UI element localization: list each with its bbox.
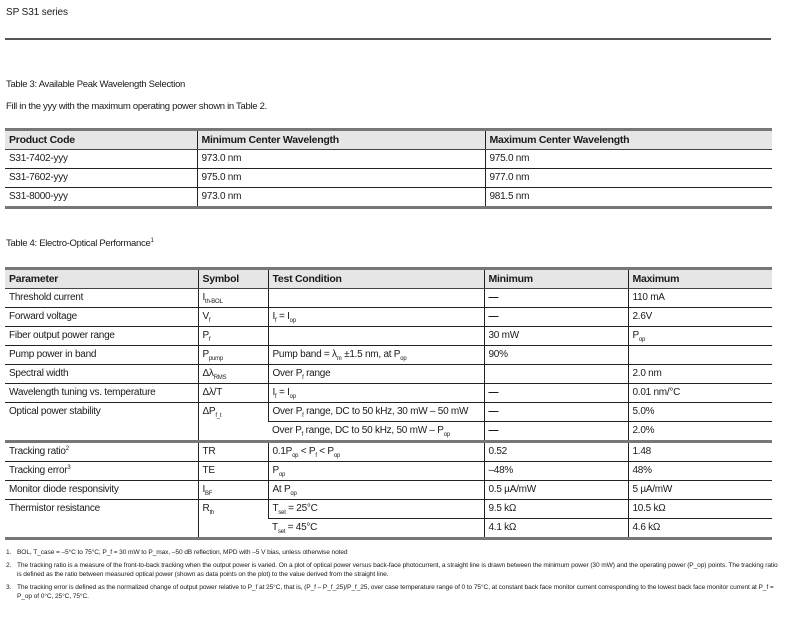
symbol: TR: [198, 442, 268, 462]
test-condition: At $P_{op}$: [268, 481, 484, 500]
parameter: Optical power stability: [5, 403, 198, 442]
min-wavelength: 973.0 nm: [197, 188, 485, 208]
maximum: 48%: [628, 462, 772, 481]
table-row: [5, 169, 772, 188]
table-row: [5, 442, 772, 462]
test-condition: $I_f = I_{op}$: [268, 308, 484, 327]
parameter: Fiber output power range: [5, 327, 198, 346]
parameter: Pump power in band: [5, 346, 198, 365]
column-header: Maximum Center Wavelength: [485, 130, 772, 150]
product-code: S31-8000-yyy: [5, 188, 197, 208]
maximum: $P_{op}$: [628, 327, 772, 346]
symbol: TE: [198, 462, 268, 481]
table-row: [5, 462, 772, 481]
footnote-ref: 1: [150, 238, 154, 244]
table-header-row: [5, 130, 772, 150]
minimum: —: [484, 308, 628, 327]
test-condition: Over $P_f$ range, DC to 50 kHz, 30 mW – 50 mW: [268, 403, 484, 422]
table-row: [5, 308, 772, 327]
series-title: SP S31 series: [6, 7, 68, 18]
table-row: [5, 346, 772, 365]
column-header: Maximum: [628, 269, 772, 289]
footnote-2: 2. The tracking ratio is a measure of the front-to-back tracking when the output power is varied. On a plot of optical power versus back-face photocurrent, a straight line is drawn between the minimum power (30 mW) and the operating power (P_op) points. The tracking ratio is defined as the ratio between measured optical power (shown as data points on the plot) to the value derived from the straight line.: [6, 562, 778, 578]
minimum: 30 mW: [484, 327, 628, 346]
table-row: [5, 384, 772, 403]
parameter: Tracking ratio$^2$: [5, 442, 198, 462]
table-row: [5, 289, 772, 308]
maximum: 2.0 nm: [628, 365, 772, 384]
symbol: $P_{pump}$: [198, 346, 268, 365]
column-header: Product Code: [5, 130, 197, 150]
wavelength-selection-table: [5, 128, 772, 209]
footnote-ref: 2: [65, 446, 69, 452]
test-condition: $T_{set} = 25^\circ C$: [268, 500, 484, 519]
table4-caption: Table 4: Electro-Optical Performance$^1$: [6, 238, 154, 249]
test-condition: $T_{set} = 45^\circ C$: [268, 519, 484, 539]
table3-caption: Table 3: Available Peak Wavelength Selection: [6, 79, 186, 90]
max-wavelength: 975.0 nm: [485, 150, 772, 169]
table-row: [5, 327, 772, 346]
test-condition: [268, 289, 484, 308]
symbol: $\Delta\lambda_{RMS}$: [198, 365, 268, 384]
test-condition: $I_f = I_{op}$: [268, 384, 484, 403]
product-code: S31-7402-yyy: [5, 150, 197, 169]
test-condition: Over $P_f$ range, DC to 50 kHz, 50 mW – $P_{op}$: [268, 422, 484, 442]
column-header: Symbol: [198, 269, 268, 289]
column-header: Test Condition: [268, 269, 484, 289]
footnote-3: 3. The tracking error is defined as the normalized change of output power relative to P_f at 25°C, that is, (P_f – P_f_25)/P_f_25, over case temperature range of 0 to 75°C, at constant back face monitor current corresponding to the lowest back face monitor current at P_f = P_op of 0°C, 25°C, 75°C.: [6, 584, 774, 600]
maximum: 0.01 nm/°C: [628, 384, 772, 403]
table-row: [5, 500, 772, 519]
maximum: 5.0%: [628, 403, 772, 422]
footnote-ref: 3: [67, 465, 71, 471]
test-condition: Over $P_f$ range: [268, 365, 484, 384]
table-row: [5, 365, 772, 384]
symbol: $P_f$: [198, 327, 268, 346]
symbol: $R_{th}$: [198, 500, 268, 539]
test-condition: $P_{op}$: [268, 462, 484, 481]
maximum: 110 mA: [628, 289, 772, 308]
parameter: Tracking error$^3$: [5, 462, 198, 481]
parameter: Threshold current: [5, 289, 198, 308]
product-code: S31-7602-yyy: [5, 169, 197, 188]
symbol: $\Delta P_{f\_t}$: [198, 403, 268, 442]
maximum: 4.6 kΩ: [628, 519, 772, 539]
maximum: 2.6V: [628, 308, 772, 327]
table-header-row: [5, 269, 772, 289]
minimum: —: [484, 384, 628, 403]
minimum: 4.1 kΩ: [484, 519, 628, 539]
minimum: —: [484, 289, 628, 308]
test-condition: Pump band = $\lambda_m \pm 1.5$ nm, at $P_{op}$: [268, 346, 484, 365]
symbol: Δλ/T: [198, 384, 268, 403]
table-row: [5, 188, 772, 208]
table-row: [5, 403, 772, 422]
minimum: 90%: [484, 346, 628, 365]
minimum: 0.52: [484, 442, 628, 462]
minimum: [484, 365, 628, 384]
parameter: Wavelength tuning vs. temperature: [5, 384, 198, 403]
maximum: 2.0%: [628, 422, 772, 442]
footnote-1: 1. BOL, T_case = –5°C to 75°C, P_f = 30 mW to P_max, –50 dB reflection, MPD with –5 V bias, unless otherwise noted: [6, 549, 348, 556]
parameter: Spectral width: [5, 365, 198, 384]
footnotes: [6, 548, 778, 605]
max-wavelength: 981.5 nm: [485, 188, 772, 208]
column-header: Parameter: [5, 269, 198, 289]
symbol: $I_{th-BOL}$: [198, 289, 268, 308]
table-row: [5, 150, 772, 169]
maximum: 5 µA/mW: [628, 481, 772, 500]
table-row: [5, 481, 772, 500]
electro-optical-table: [5, 267, 772, 540]
column-header: Minimum Center Wavelength: [197, 130, 485, 150]
maximum: 1.48: [628, 442, 772, 462]
min-wavelength: 975.0 nm: [197, 169, 485, 188]
parameter: Thermistor resistance: [5, 500, 198, 539]
test-condition: $0.1P_{op} < P_f < P_{op}$: [268, 442, 484, 462]
test-condition: [268, 327, 484, 346]
symbol: $I_{BF}$: [198, 481, 268, 500]
minimum: —: [484, 403, 628, 422]
minimum: 9.5 kΩ: [484, 500, 628, 519]
minimum: —: [484, 422, 628, 442]
column-header: Minimum: [484, 269, 628, 289]
header-rule: [5, 38, 771, 40]
parameter: Forward voltage: [5, 308, 198, 327]
min-wavelength: 973.0 nm: [197, 150, 485, 169]
parameter: Monitor diode responsivity: [5, 481, 198, 500]
minimum: 0.5 µA/mW: [484, 481, 628, 500]
minimum: –48%: [484, 462, 628, 481]
maximum: 10.5 kΩ: [628, 500, 772, 519]
max-wavelength: 977.0 nm: [485, 169, 772, 188]
symbol: $V_f$: [198, 308, 268, 327]
maximum: [628, 346, 772, 365]
table3-note: Fill in the yyy with the maximum operating power shown in Table 2.: [6, 101, 267, 112]
